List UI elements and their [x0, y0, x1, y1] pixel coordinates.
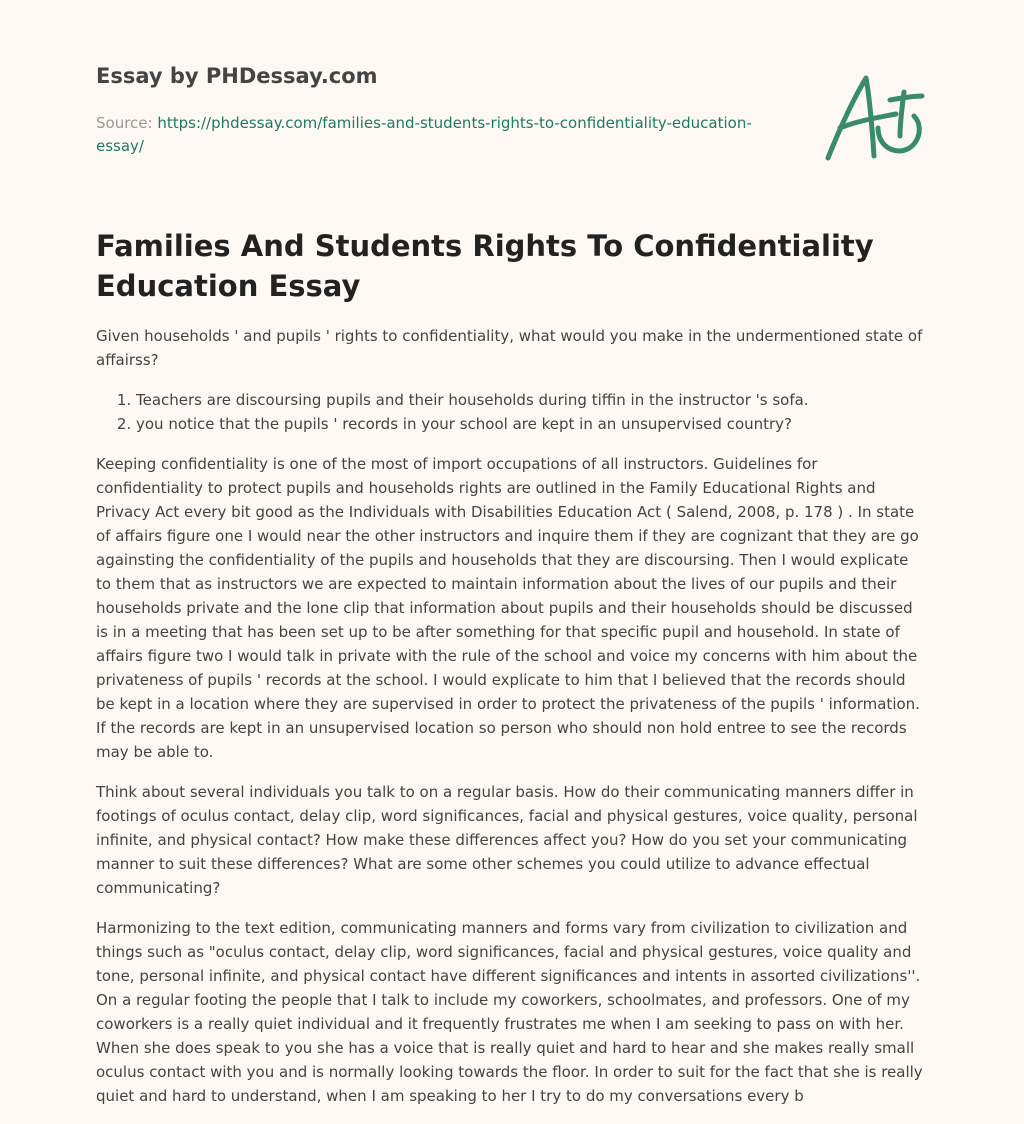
- list-item: 1. Teachers are discoursing pupils and their households during tiffin in the instructor 's sofa.: [136, 388, 928, 412]
- a-plus-icon: [818, 66, 934, 170]
- site-title: Essay by PHDessay.com: [96, 64, 378, 88]
- source-line: [96, 112, 776, 158]
- source-link[interactable]: https://phdessay.com/families-and-students-rights-to-confidentiality-education-essay/: [96, 114, 752, 155]
- body-paragraph: Harmonizing to the text edition, communicating manners and forms vary from civilization to civilization and things such as "oculus contact, delay clip, word significances, facial and physical gestures, voice quality and tone, personal infinite, and physical contact have different significances and intents in assorted civilizations''. On a regular footing the people that I talk to include my coworkers, schoolmates, and professors. One of my coworkers is a really quiet individual and it frequently frustrates me when I am seeking to pass on with her. When she does speak to you she has a voice that is really quiet and hard to hear and she makes really small oculus contact with you and is normally looking towards the floor. In order to suit for the fact that she is really quiet and hard to understand, when I am speaking to her I try to do my conversations every b: [96, 919, 923, 1105]
- body-paragraph: Keeping confidentiality is one of the most of import occupations of all instructors. Guidelines for confidentiality to protect pupils and households rights are outlined in the Family Educational Rights and Privacy Act every bit good as the Individuals with Disabilities Education Act ( Salend, 2008, p. 178 ) . In state of affairs figure one I would near the other instructors and inquire them if they are cognizant that they are go againsting the confidentiality of the pupils and households that they are discoursing. Then I would explicate to them that as instructors we are expected to maintain information about the lives of our pupils and their households private and the lone clip that information about pupils and their households should be discussed is in a meeting that has been set up to be after something for that specific pupil and household. In state of affairs figure two I would talk in private with the rule of the school and voice my concerns with him about the privateness of pupils ' records at the school. I would explicate to him that I believed that the records should be kept in a location where they are supervised in order to protect the privateness of the pupils ' information. If the records are kept in an unsupervised location so person who should non hold entree to see the records may be able to.: [96, 455, 920, 761]
- intro-paragraph: Given households ' and pupils ' rights to confidentiality, what would you make in the undermentioned state of affairss?: [96, 327, 923, 369]
- source-label: Source:: [96, 114, 158, 132]
- article-title: Families And Students Rights To Confidentiality Education Essay: [96, 229, 874, 303]
- question-list: [96, 388, 928, 436]
- article-body: [96, 324, 928, 1124]
- body-paragraph: Think about several individuals you talk to on a regular basis. How do their communicating manners differ in footings of oculus contact, delay clip, word significances, facial and physical gestures, voice quality, personal infinite, and physical contact? How make these differences affect you? How do you set your communicating manner to suit these differences? What are some other schemes you could utilize to advance effectual communicating?: [96, 783, 918, 897]
- list-item: 2. you notice that the pupils ' records in your school are kept in an unsupervised country?: [136, 412, 928, 436]
